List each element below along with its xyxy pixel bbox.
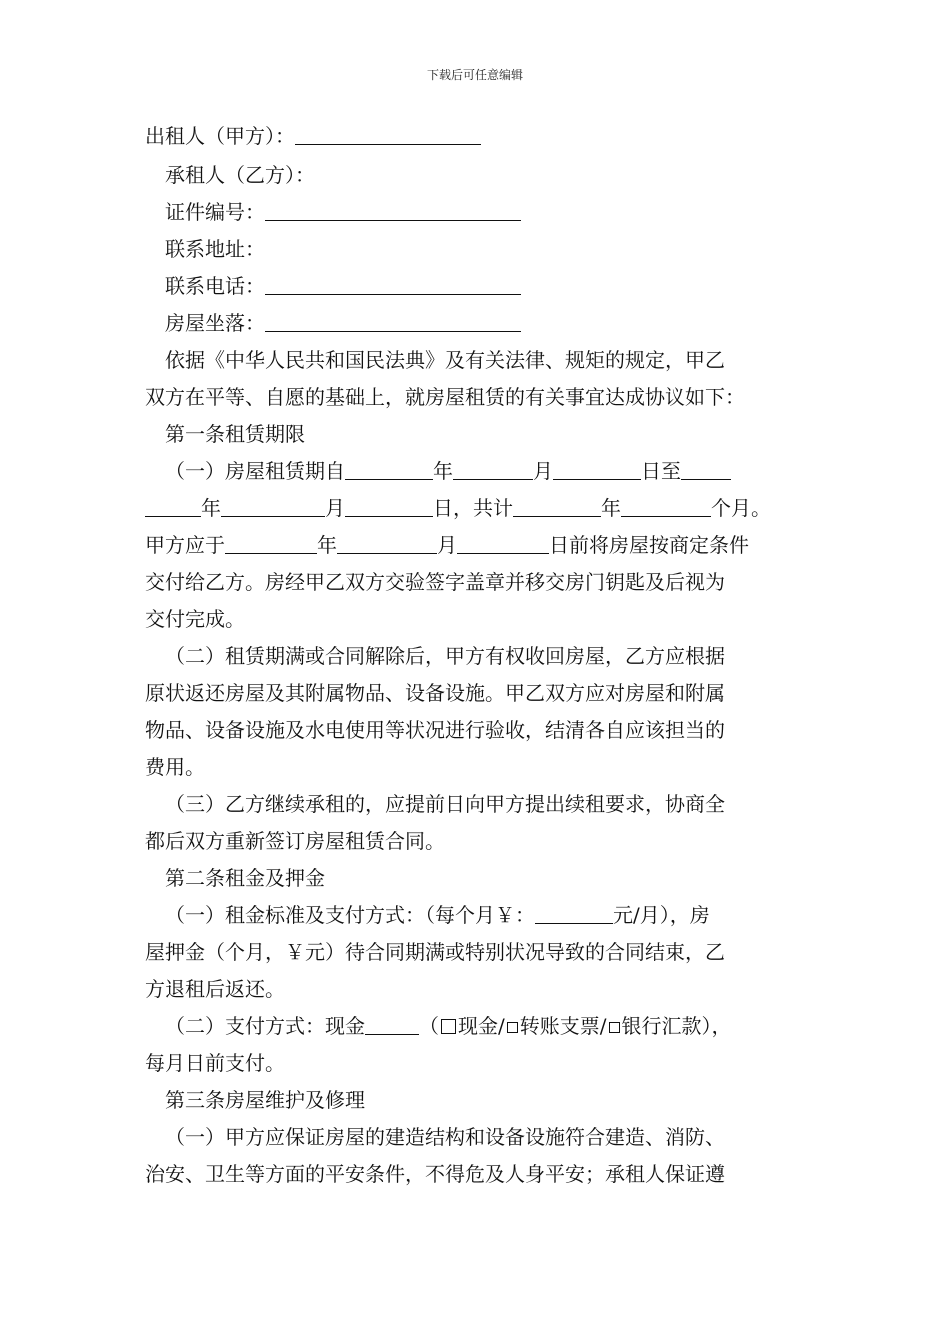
phone-line: 联系电话： [165, 274, 845, 298]
phone-blank[interactable] [265, 274, 521, 295]
id-line: 证件编号： [165, 200, 845, 224]
checkbox-bank-remittance[interactable] [609, 1022, 620, 1033]
a1-p2-line-4: 费用。 [145, 755, 205, 779]
a2-p1-line-2: 屋押金（个月，￥元）待合同期满或特别状况导致的合同结束，乙 [145, 940, 725, 964]
a2-p1-line-1: （一）租金标准及支付方式：（每个月￥： 元/月），房 [165, 903, 710, 927]
blank[interactable] [681, 459, 731, 480]
blank[interactable] [221, 496, 325, 517]
checkbox-cash[interactable] [441, 1019, 456, 1034]
blank[interactable] [457, 533, 549, 554]
blank[interactable] [621, 496, 711, 517]
a3-p1-line-2: 治安、卫生等方面的平安条件，不得危及人身平安；承租人保证遵 [145, 1162, 725, 1186]
blank[interactable] [337, 533, 437, 554]
blank[interactable] [145, 496, 201, 517]
a1-p1-line-1: （一）房屋租赁期自 年 月 日至 [165, 459, 845, 483]
a1-p1-line-2: 年 月 日，共计 年 个月。 [145, 496, 825, 520]
lessee-line: 承租人（乙方）： [165, 163, 315, 187]
a1-p1-line-4: 交付给乙方。房经甲乙双方交验签字盖章并移交房门钥匙及后视为 [145, 570, 725, 594]
blank[interactable] [513, 496, 601, 517]
a2-p2-line-2: 每月日前支付。 [145, 1051, 285, 1075]
a2-p2-line-1: （二）支付方式：现金 （ 现金/ 转账支票/ 银行汇款）， [165, 1014, 732, 1038]
article-1-title: 第一条租赁期限 [165, 422, 305, 446]
intro-line-2: 双方在平等、自愿的基础上，就房屋租赁的有关事宜达成协议如下： [145, 385, 745, 409]
location-blank[interactable] [265, 311, 521, 332]
location-line: 房屋坐落： [165, 311, 845, 335]
article-2-title: 第二条租金及押金 [165, 866, 325, 890]
blank[interactable] [553, 459, 641, 480]
a1-p1-line-5: 交付完成。 [145, 607, 245, 631]
page-header: 下载后可任意编辑 [426, 68, 523, 82]
payment-blank[interactable] [365, 1014, 419, 1035]
a1-p3-line-2: 都后双方重新签订房屋租赁合同。 [145, 829, 445, 853]
blank[interactable] [345, 459, 433, 480]
checkbox-transfer-check[interactable] [507, 1022, 518, 1033]
a1-p1-line-3: 甲方应于 年 月 日前将房屋按商定条件 [145, 533, 749, 557]
lessor-line: 出租人（甲方）： [145, 124, 825, 148]
rent-blank[interactable] [535, 903, 613, 924]
a1-p2-line-2: 原状返还房屋及其附属物品、设备设施。甲乙双方应对房屋和附属 [145, 681, 725, 705]
blank[interactable] [345, 496, 433, 517]
intro-line-1: 依据《中华人民共和国民法典》及有关法律、规矩的规定，甲乙 [165, 348, 725, 372]
blank[interactable] [453, 459, 533, 480]
blank[interactable] [225, 533, 317, 554]
a3-p1-line-1: （一）甲方应保证房屋的建造结构和设备设施符合建造、消防、 [165, 1125, 725, 1149]
a1-p3-line-1: （三）乙方继续承租的，应提前日向甲方提出续租要求，协商全 [165, 792, 725, 816]
lessor-blank[interactable] [295, 124, 481, 145]
address-line: 联系地址： [165, 237, 265, 261]
a1-p2-line-1: （二）租赁期满或合同解除后，甲方有权收回房屋，乙方应根据 [165, 644, 725, 668]
article-3-title: 第三条房屋维护及修理 [165, 1088, 365, 1112]
a1-p2-line-3: 物品、设备设施及水电使用等状况进行验收，结清各自应该担当的 [145, 718, 725, 742]
id-blank[interactable] [265, 200, 521, 221]
a2-p1-line-3: 方退租后返还。 [145, 977, 285, 1001]
